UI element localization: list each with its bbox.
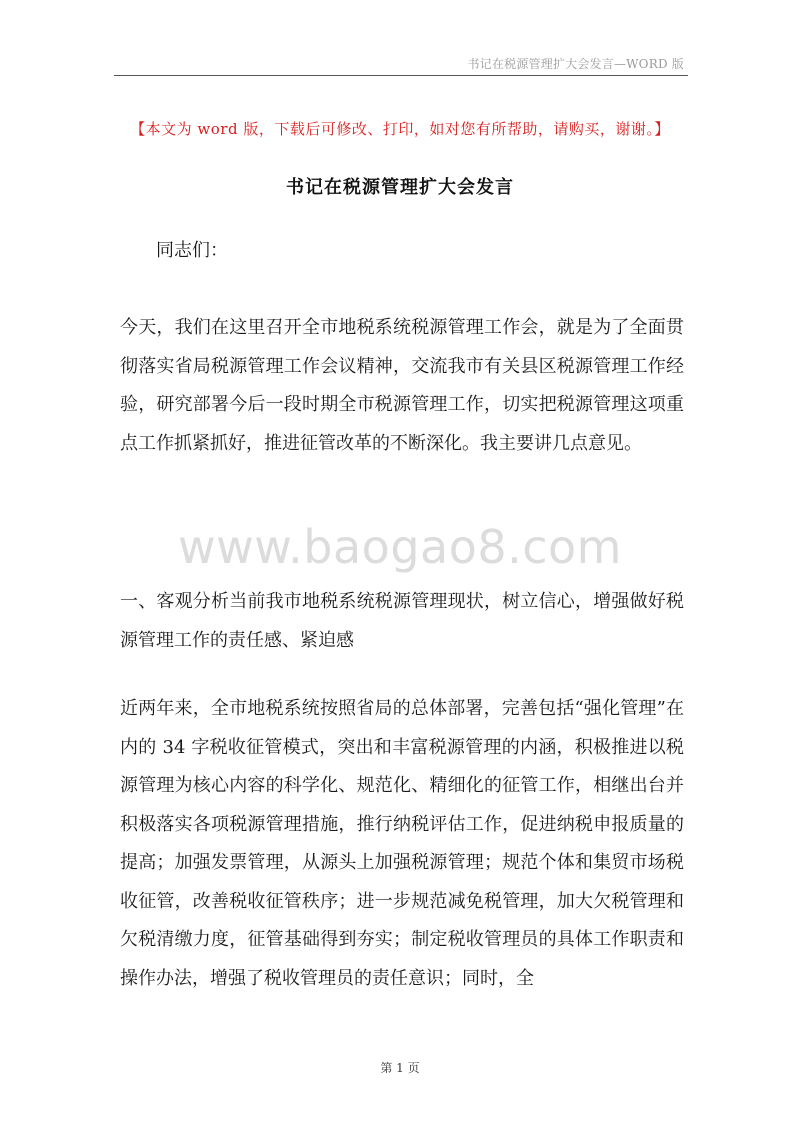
page-number: 第 1 页 [380,1061,420,1075]
header-divider [114,75,688,76]
document-title: 书记在税源管理扩大会发言 [286,177,514,198]
salutation: 同志们： [156,240,228,261]
paragraph-body: 近两年来，全市地税系统按照省局的总体部署，完善包括“强化管理”在内的 34 字税收征管模式，突出和丰富税源管理的内涵，积极推进以税源管理为核心内容的科学化、规范化、精细化的征管工作，相继出台并积极落实各项税源管理措施，推行纳税评估工作，促进纳税申报质量的提高；加强发票管理，从源头上加强税源管理；规范个体和集贸市场税收征管，改善税收征管秩序；进一步规范减免税管理，加大欠税管理和欠税清缴力度，征管基础得到夯实；制定税收管理员的具体工作职责和操作办法，增强了税收管理员的责任意识；同时，全 [120,698,684,989]
section-heading-1: 一、客观分析当前我市地税系统税源管理现状，树立信心，增强做好税源管理工作的责任感、紧迫感 [120,591,684,651]
running-header: 书记在税源管理扩大会发言—WORD 版 [467,57,684,71]
watermark: www.baogao8.com [178,520,622,574]
paragraph-intro: 今天，我们在这里召开全市地税系统税源管理工作会，就是为了全面贯彻落实省局税源管理工作会议精神，交流我市有关县区税源管理工作经验，研究部署今后一段时期全市税源管理工作，切实把税源管理这项重点工作抓紧抓好，推进征管改革的不断深化。我主要讲几点意见。 [120,317,684,454]
download-notice: 【本文为 word 版，下载后可修改、打印，如对您有所帮助，请购买，谢谢。】 [130,120,670,138]
